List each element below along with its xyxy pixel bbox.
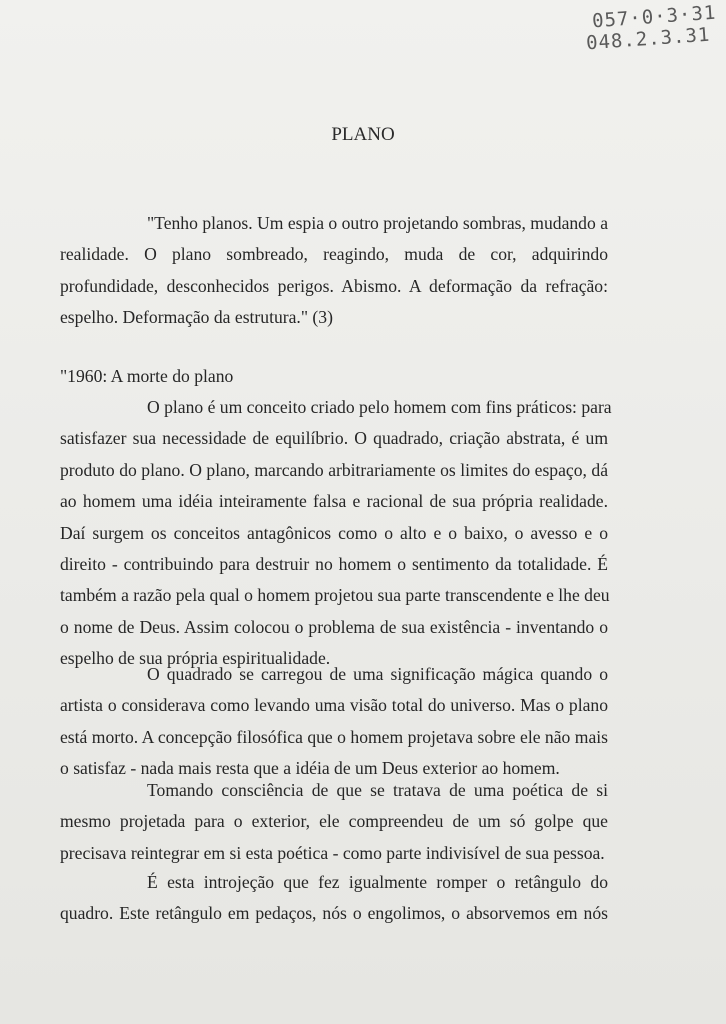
section-heading <box>60 361 608 392</box>
text-line: precisava reintegrar em si esta poética - como parte indivisível de sua pessoa. <box>60 842 605 863</box>
text-line: também a razão pela qual o homem projetou sua parte transcendente e lhe deu <box>60 585 610 606</box>
text-line: satisfazer sua necessidade de equilíbrio. O quadrado, criação abstrata, é um <box>60 428 608 449</box>
text-line: espelho de sua própria espiritualidade. <box>60 648 331 669</box>
text-line: Daí surgem os conceitos antagônicos como o alto e o baixo, o avesso e o <box>60 522 608 543</box>
text-line: quadro. Este retângulo em pedaços, nós o engolimos, o absorvemos em nós <box>60 903 608 924</box>
text-line: O plano é um conceito criado pelo homem com fins práticos: para <box>147 397 612 417</box>
text-line: está morto. A concepção filosófica que o homem projetava sobre ele não mais <box>60 726 608 747</box>
text-line: Tomando consciência de que se tratava de uma poética de si <box>147 780 608 800</box>
text-line: ao homem uma idéia inteiramente falsa e racional de sua própria realidade. <box>60 491 608 512</box>
text-line: o nome de Deus. Assim colocou o problema de sua existência - inventando o <box>60 616 608 637</box>
page-title: PLANO <box>331 124 395 145</box>
text-line: artista o considerava como levando uma visão total do universo. Mas o plano <box>60 695 608 716</box>
handwritten-annotation: 048.2.3.31 <box>584 23 711 55</box>
text-line: "Tenho planos. Um espia o outro projetando sombras, mudando a <box>147 213 608 233</box>
text-line: É esta introjeção que fez igualmente romper o retângulo do <box>147 872 608 892</box>
paragraph-3 <box>60 775 608 869</box>
text-line: mesmo projetada para o exterior, ele compreendeu de um só golpe que <box>60 811 608 832</box>
text-line: O quadrado se carregou de uma significação mágica quando o <box>147 664 608 684</box>
paragraph-2 <box>60 659 608 785</box>
text-line: "1960: A morte do plano <box>60 366 234 386</box>
quote-paragraph <box>60 208 608 334</box>
text-line: direito - contribuindo para destruir no homem o sentimento da totalidade. É <box>60 554 608 575</box>
text-line: realidade. O plano sombreado, reagindo, muda de cor, adquirindo <box>60 244 608 265</box>
paragraph-4 <box>60 867 608 930</box>
text-line: produto do plano. O plano, marcando arbitrariamente os limites do espaço, dá <box>60 459 608 480</box>
paragraph-1 <box>60 392 612 675</box>
text-line: o satisfaz - nada mais resta que a idéia de um Deus exterior ao homem. <box>60 758 560 779</box>
text-line: profundidade, desconhecidos perigos. Abismo. A deformação da refração: <box>60 275 608 296</box>
text-line: espelho. Deformação da estrutura." (3) <box>60 307 333 328</box>
handwritten-annotation: 057·0·3·31 <box>590 1 717 33</box>
